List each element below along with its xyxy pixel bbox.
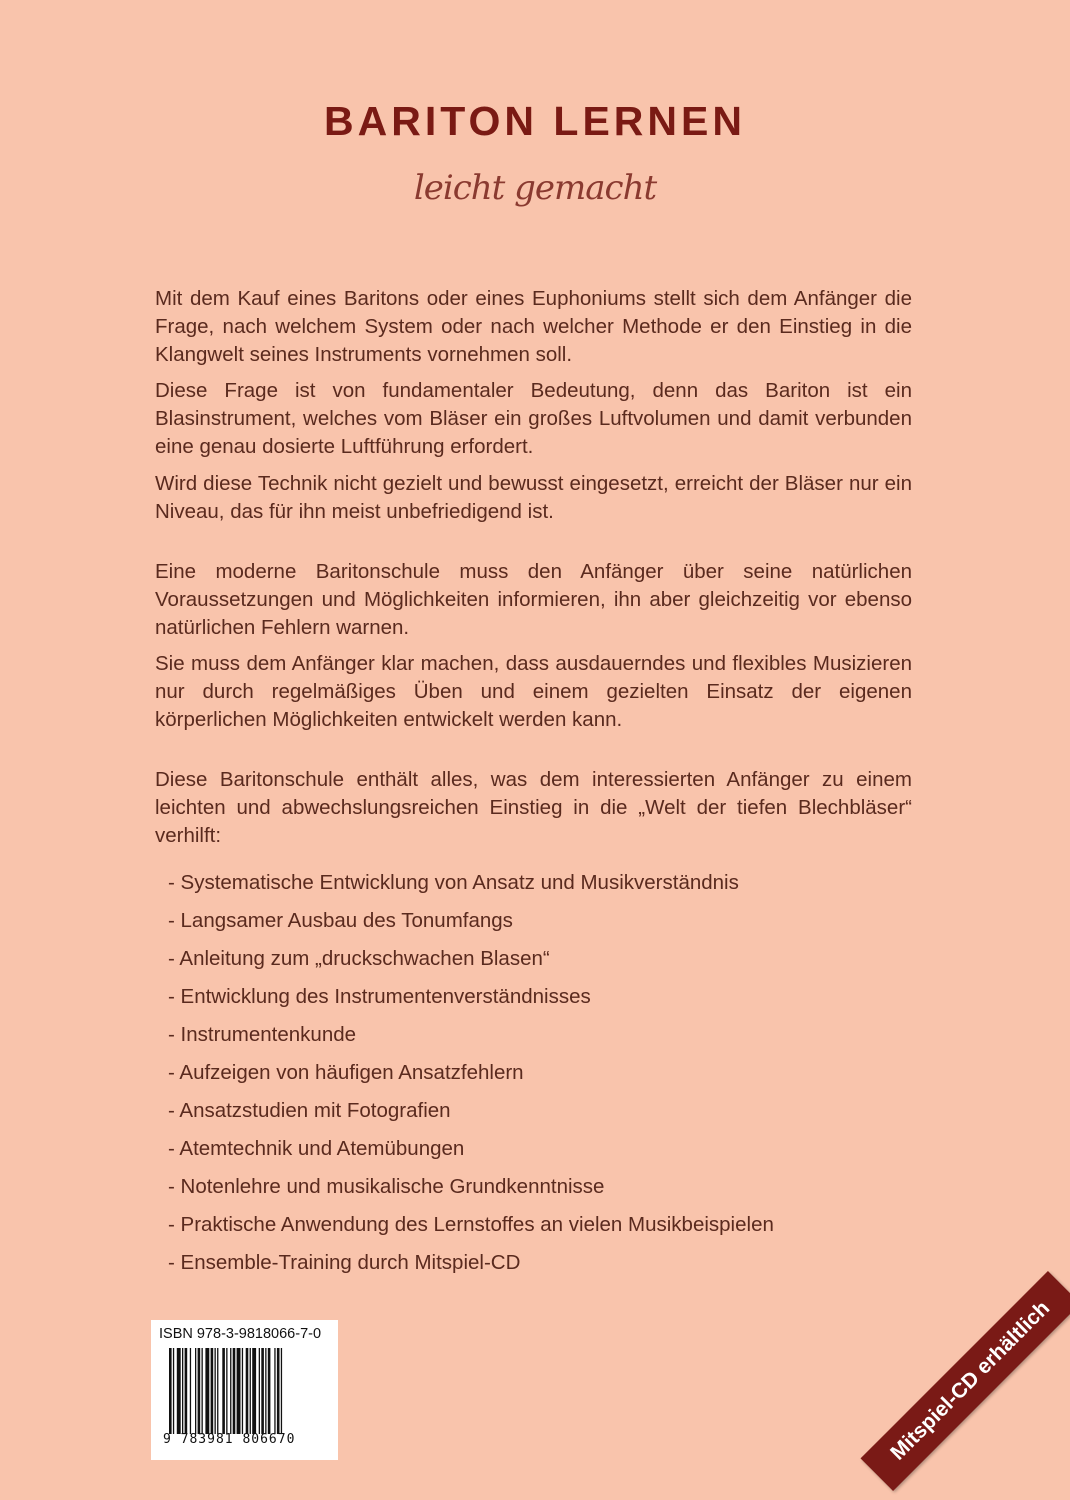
- barcode-bar: [274, 1348, 275, 1434]
- paragraph: Diese Frage ist von fundamentaler Bedeutung, denn das Bariton ist ein Blasinstrument, welches vom Bläser ein großes Luftvolumen und damit verbunden eine genau dosierte Luftführung erfordert.: [155, 379, 912, 458]
- barcode-bar: [242, 1348, 243, 1434]
- list-item: - Anleitung zum „druckschwachen Blasen“: [168, 947, 550, 970]
- barcode-bar: [195, 1348, 196, 1434]
- list-item: - Notenlehre und musikalische Grundkenntnisse: [168, 1175, 605, 1198]
- book-subtitle: leicht gemacht: [413, 168, 657, 208]
- contents-intro-block: [155, 766, 912, 849]
- list-item: - Systematische Entwicklung von Ansatz und Musikverständnis: [168, 871, 739, 894]
- barcode-bar: [233, 1348, 236, 1434]
- list-item: - Ensemble-Training durch Mitspiel-CD: [168, 1251, 521, 1274]
- cd-ribbon-badge: Mitspiel-CD erhältlich: [861, 1271, 1070, 1491]
- barcode-bar: [281, 1348, 282, 1434]
- barcode-bar: [211, 1348, 214, 1434]
- barcode-label: [151, 1320, 338, 1460]
- barcode-bar: [259, 1348, 260, 1434]
- list-item: - Instrumentenkunde: [168, 1023, 357, 1046]
- barcode-bar: [246, 1348, 249, 1434]
- paragraph: Sie muss dem Anfänger klar machen, dass ausdauerndes und flexibles Musizieren nur durch regelmäßiges Üben und einem gezielten Einsatz der eigenen körperlichen Möglichkeiten entwickelt werden kann.: [155, 652, 912, 731]
- barcode-bar: [230, 1348, 231, 1434]
- barcode-bar: [217, 1348, 218, 1434]
- paragraph: Eine moderne Baritonschule muss den Anfänger über seine natürlichen Voraussetzungen und Möglichkeiten informieren, ihn aber gleichzeitig vor ebenso natürlichen Fehlern warnen.: [155, 560, 912, 639]
- list-item: - Ansatzstudien mit Fotografien: [168, 1099, 451, 1122]
- barcode-bar: [265, 1348, 266, 1434]
- barcode-bar: [177, 1348, 181, 1434]
- list-item: - Praktische Anwendung des Lernstoffes an vielen Musikbeispielen: [168, 1213, 774, 1236]
- barcode-bar: [277, 1348, 280, 1434]
- paragraph: Mit dem Kauf eines Baritons oder eines Euphoniums stellt sich dem Anfänger die Frage, nach welchem System oder nach welcher Methode er den Einstieg in die Klangwelt seines Instruments vornehmen soll.: [155, 287, 912, 366]
- barcode-bar: [182, 1348, 183, 1434]
- barcode-bar: [198, 1348, 201, 1434]
- paragraph: Diese Baritonschule enthält alles, was dem interessierten Anfänger zu einem leichten und abwechslungsreichen Einstieg in die „Welt der tiefen Blechbläser“ verhilft:: [155, 768, 912, 847]
- barcode-bar: [237, 1348, 241, 1434]
- barcode-bar: [173, 1348, 174, 1434]
- book-title: BARITON LERNEN: [324, 98, 746, 144]
- barcode-bar: [202, 1348, 203, 1434]
- intro-block: [155, 285, 912, 525]
- barcode-bar: [215, 1348, 216, 1434]
- barcode-bar: [169, 1348, 172, 1434]
- barcode-bar: [185, 1348, 188, 1434]
- feature-list: [168, 866, 908, 1284]
- paragraph: Wird diese Technik nicht gezielt und bewusst eingesetzt, erreicht der Bläser nur ein Niveau, das für ihn meist unbefriedigend ist.: [155, 471, 912, 523]
- barcode-bar: [268, 1348, 271, 1434]
- list-item: - Aufzeigen von häufigen Ansatzfehlern: [168, 1061, 524, 1084]
- barcode-bar: [250, 1348, 251, 1434]
- barcode-bar: [226, 1348, 227, 1434]
- list-item: - Langsamer Ausbau des Tonumfangs: [168, 909, 513, 932]
- barcode-bar: [190, 1348, 191, 1434]
- barcode-digits: 9 783981 806670: [163, 1432, 296, 1447]
- method-block: [155, 558, 912, 734]
- barcode-bar: [252, 1348, 256, 1434]
- list-item: - Entwicklung des Instrumentenverständnisses: [168, 985, 591, 1008]
- barcode-bar: [222, 1348, 225, 1434]
- barcode-bar: [205, 1348, 209, 1434]
- barcode-icon: [169, 1348, 321, 1434]
- isbn-number: ISBN 978-3-9818066-7-0: [159, 1326, 322, 1342]
- list-item: - Atemtechnik und Atemübungen: [168, 1137, 465, 1160]
- barcode-bar: [261, 1348, 264, 1434]
